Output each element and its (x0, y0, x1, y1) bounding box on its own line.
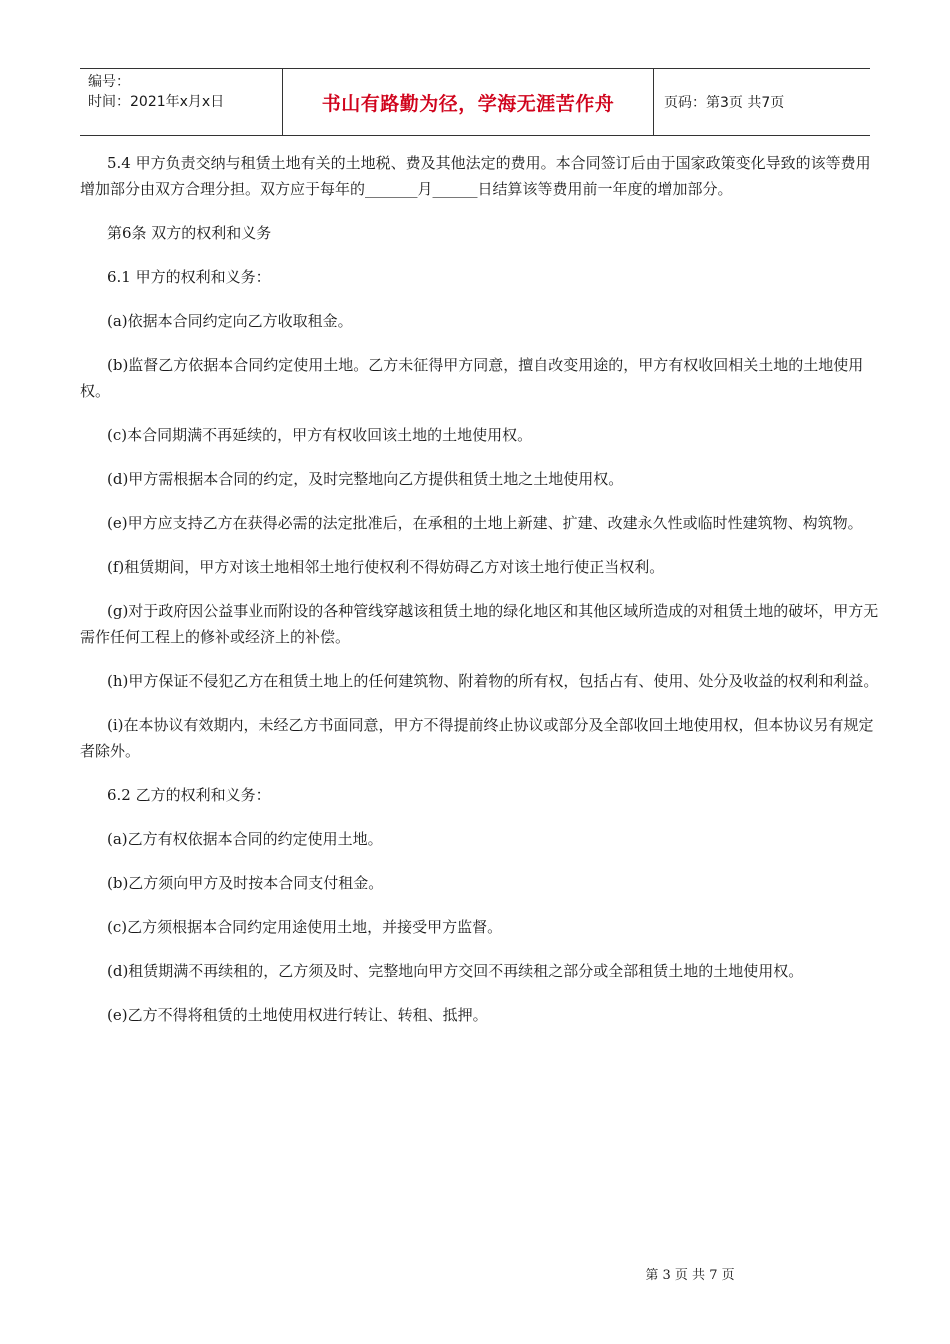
article-6-heading: 第6条 双方的权利和义务 (107, 224, 272, 242)
clause-6-1-h: (h)甲方保证不侵犯乙方在租赁土地上的任何建筑物、附着物的所有权，包括占有、使用、处分及收益的权利和利益。 (107, 672, 879, 690)
page-footer (0, 1264, 950, 1283)
clause-6-2-c: (c)乙方须根据本合同约定用途使用土地，并接受甲方监督。 (107, 918, 503, 936)
clause-6-1-g: (g)对于政府因公益事业而附设的各种管线穿越该租赁土地的绿化地区和其他区域所造成的对租赁土地的破坏，甲方无需作任何工程上的修补或经济上的补偿。 (80, 602, 879, 646)
serial-number-label: 编号： (88, 74, 130, 90)
clause-6-1-d: (d)甲方需根据本合同的约定，及时完整地向乙方提供租赁土地之土地使用权。 (107, 470, 624, 488)
footer-page-number: 第 3 页 共 7 页 (645, 1268, 735, 1283)
document-body (80, 150, 880, 1046)
clause-6-2-d: (d)租赁期满不再续租的，乙方须及时、完整地向甲方交回不再续租之部分或全部租赁土地的土地使用权。 (107, 962, 804, 980)
page-header (80, 68, 870, 136)
clause-6-1-f: (f)租赁期间，甲方对该土地相邻土地行使权利不得妨碍乙方对该土地行使正当权利。 (107, 558, 665, 576)
section-6-1-heading: 6.1 甲方的权利和义务： (107, 268, 271, 286)
header-meta (80, 69, 282, 135)
clause-6-1-c: (c)本合同期满不再延续的，甲方有权收回该土地的土地使用权。 (107, 426, 533, 444)
clause-6-1-i: (i)在本协议有效期内，未经乙方书面同意，甲方不得提前终止协议或部分及全部收回土地使用权，但本协议另有规定者除外。 (80, 716, 874, 760)
paragraph-5-4: 5.4 甲方负责交纳与租赁土地有关的土地税、费及其他法定的费用。本合同签订后由于国家政策变化导致的该等费用增加部分由双方合理分担。双方应于每年的_______月______日结算该等费用前一年度的增加部分。 (80, 154, 871, 198)
clause-6-2-b: (b)乙方须向甲方及时按本合同支付租金。 (107, 874, 384, 892)
header-page-number: 页码：第3页 共7页 (664, 95, 785, 111)
clause-6-1-b: (b)监督乙方依据本合同约定使用土地。乙方未征得甲方同意，擅自改变用途的，甲方有权收回相关土地的土地使用权。 (80, 356, 864, 400)
date-label: 时间：2021年x月x日 (88, 94, 225, 110)
section-6-2-heading: 6.2 乙方的权利和义务： (107, 786, 271, 804)
clause-6-2-a: (a)乙方有权依据本合同的约定使用土地。 (107, 830, 383, 848)
header-motto: 书山有路勤为径，学海无涯苦作舟 (282, 69, 654, 135)
clause-6-2-e: (e)乙方不得将租赁的土地使用权进行转让、转租、抵押。 (107, 1006, 488, 1024)
clause-6-1-e: (e)甲方应支持乙方在获得必需的法定批准后，在承租的土地上新建、扩建、改建永久性或临时性建筑物、构筑物。 (107, 514, 863, 532)
clause-6-1-a: (a)依据本合同约定向乙方收取租金。 (107, 312, 353, 330)
